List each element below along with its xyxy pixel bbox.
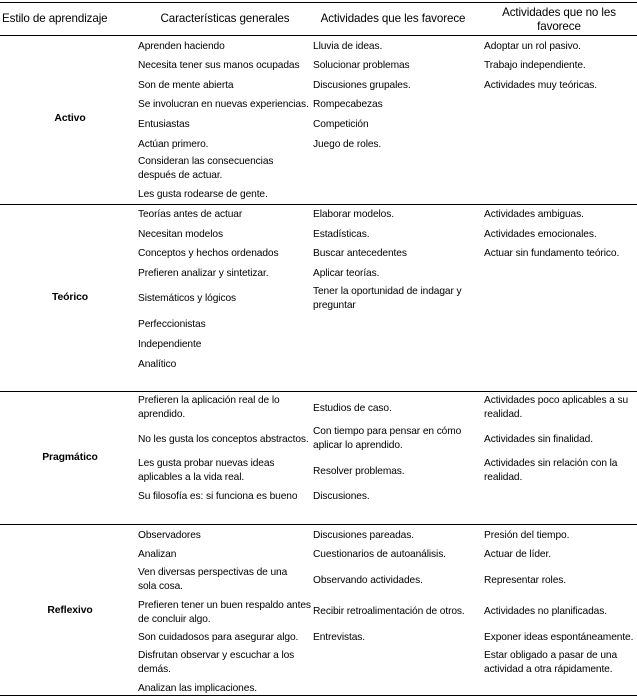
list-item: Necesita tener sus manos ocupadas: [138, 60, 300, 71]
list-item: Entrevistas.: [313, 632, 366, 643]
list-item: Ven diversas perspectivas de una sola cosa.: [138, 567, 288, 592]
list-item: Resolver problemas.: [313, 466, 405, 477]
list-item: Discusiones pareadas.: [313, 530, 414, 541]
list-item: Presión del tiempo.: [484, 530, 570, 541]
list-item: Cuestionarios de autoanálisis.: [313, 549, 446, 560]
list-item: Prefieren tener un buen respaldo antes de concluir algo.: [138, 600, 311, 625]
table-top-rule: [0, 2, 637, 3]
list-item: Actuar de líder.: [484, 549, 551, 560]
list-item: Recibir retroalimentación de otros.: [313, 606, 465, 617]
list-item: Perfeccionistas: [138, 319, 206, 330]
list-item: Trabajo independiente.: [484, 60, 586, 71]
row-divider: [0, 524, 637, 525]
list-item: Discusiones grupales.: [313, 80, 411, 91]
list-item: Estadísticas.: [313, 229, 370, 240]
list-item: Rompecabezas: [313, 99, 383, 110]
list-item: Estar obligado a pasar de una actividad a otra rápidamente.: [484, 650, 618, 675]
header-rule: [0, 35, 637, 36]
list-item: Prefieren la aplicación real de lo aprendido.: [138, 395, 280, 420]
list-item: Representar roles.: [484, 575, 567, 586]
list-item: Analítico: [138, 359, 177, 370]
list-item: Discusiones.: [313, 491, 370, 502]
list-item: Actividades muy teóricas.: [484, 80, 598, 91]
list-item: Actúan primero.: [138, 139, 209, 150]
list-item: Consideran las consecuencias después de actuar.: [138, 156, 274, 181]
list-item: Observando actividades.: [313, 575, 423, 586]
list-item: Conceptos y hechos ordenados: [138, 248, 279, 259]
list-item: Disfrutan observar y escuchar a los demás.: [138, 650, 295, 675]
list-item: Teorías antes de actuar: [138, 209, 243, 220]
row-divider: [0, 204, 637, 205]
list-item: Actividades ambiguas.: [484, 209, 584, 220]
list-item: Tener la oportunidad de indagar y preguntar: [313, 286, 462, 311]
list-item: Analizan: [138, 549, 177, 560]
header-not-favors-line2: favorece: [537, 20, 581, 33]
list-item: Analizan las implicaciones.: [138, 683, 258, 694]
header-favors: Actividades que les favorece: [320, 12, 466, 25]
list-item: Les gusta rodearse de gente.: [138, 189, 268, 200]
list-item: No les gusta los conceptos abstractos.: [138, 434, 309, 445]
list-item: Necesitan modelos: [138, 229, 223, 240]
style-label-teorico: Teórico: [51, 292, 89, 303]
list-item: Competición: [313, 119, 369, 130]
list-item: Con tiempo para pensar en cómo aplicar lo aprendido.: [313, 426, 462, 451]
list-item: Lluvia de ideas.: [313, 41, 383, 52]
list-item: Son de mente abierta: [138, 80, 234, 91]
list-item: Entusiastas: [138, 119, 190, 130]
row-divider: [0, 391, 637, 392]
list-item: Independiente: [138, 339, 202, 350]
header-characteristics: Características generales: [160, 12, 290, 25]
list-item: Su filosofía es: si funciona es bueno: [138, 491, 298, 502]
list-item: Solucionar problemas: [313, 60, 410, 71]
list-item: Observadores: [138, 530, 201, 541]
table-bottom-rule: [0, 695, 637, 696]
list-item: Exponer ideas espontáneamente.: [484, 632, 634, 643]
list-item: Prefieren analizar y sintetizar.: [138, 268, 269, 279]
list-item: Actividades sin finalidad.: [484, 434, 593, 445]
style-label-reflexivo: Reflexivo: [47, 605, 93, 616]
list-item: Aprenden haciendo: [138, 41, 225, 52]
list-item: Actividades sin relación con la realidad.: [484, 458, 618, 483]
list-item: Estudios de caso.: [313, 403, 392, 414]
header-style: Estilo de aprendizaje: [2, 12, 108, 25]
list-item: Actividades no planificadas.: [484, 606, 607, 617]
style-label-activo: Activo: [54, 113, 86, 124]
list-item: Juego de roles.: [313, 139, 382, 150]
list-item: Adoptar un rol pasivo.: [484, 41, 581, 52]
list-item: Les gusta probar nuevas ideas aplicables a la vida real.: [138, 458, 275, 483]
style-label-pragmatico: Pragmático: [42, 452, 98, 463]
list-item: Son cuidadosos para asegurar algo.: [138, 632, 299, 643]
list-item: Elaborar modelos.: [313, 209, 394, 220]
list-item: Sistemáticos y lógicos: [138, 293, 237, 304]
list-item: Actividades poco aplicables a su realidad.: [484, 395, 629, 420]
list-item: Aplicar teorías.: [313, 268, 380, 279]
list-item: Se involucran en nuevas experiencias.: [138, 99, 309, 110]
list-item: Actuar sin fundamento teórico.: [484, 248, 620, 259]
list-item: Actividades emocionales.: [484, 229, 597, 240]
list-item: Buscar antecedentes: [313, 248, 407, 259]
header-not-favors-line1: Actividades que no les: [502, 6, 616, 19]
